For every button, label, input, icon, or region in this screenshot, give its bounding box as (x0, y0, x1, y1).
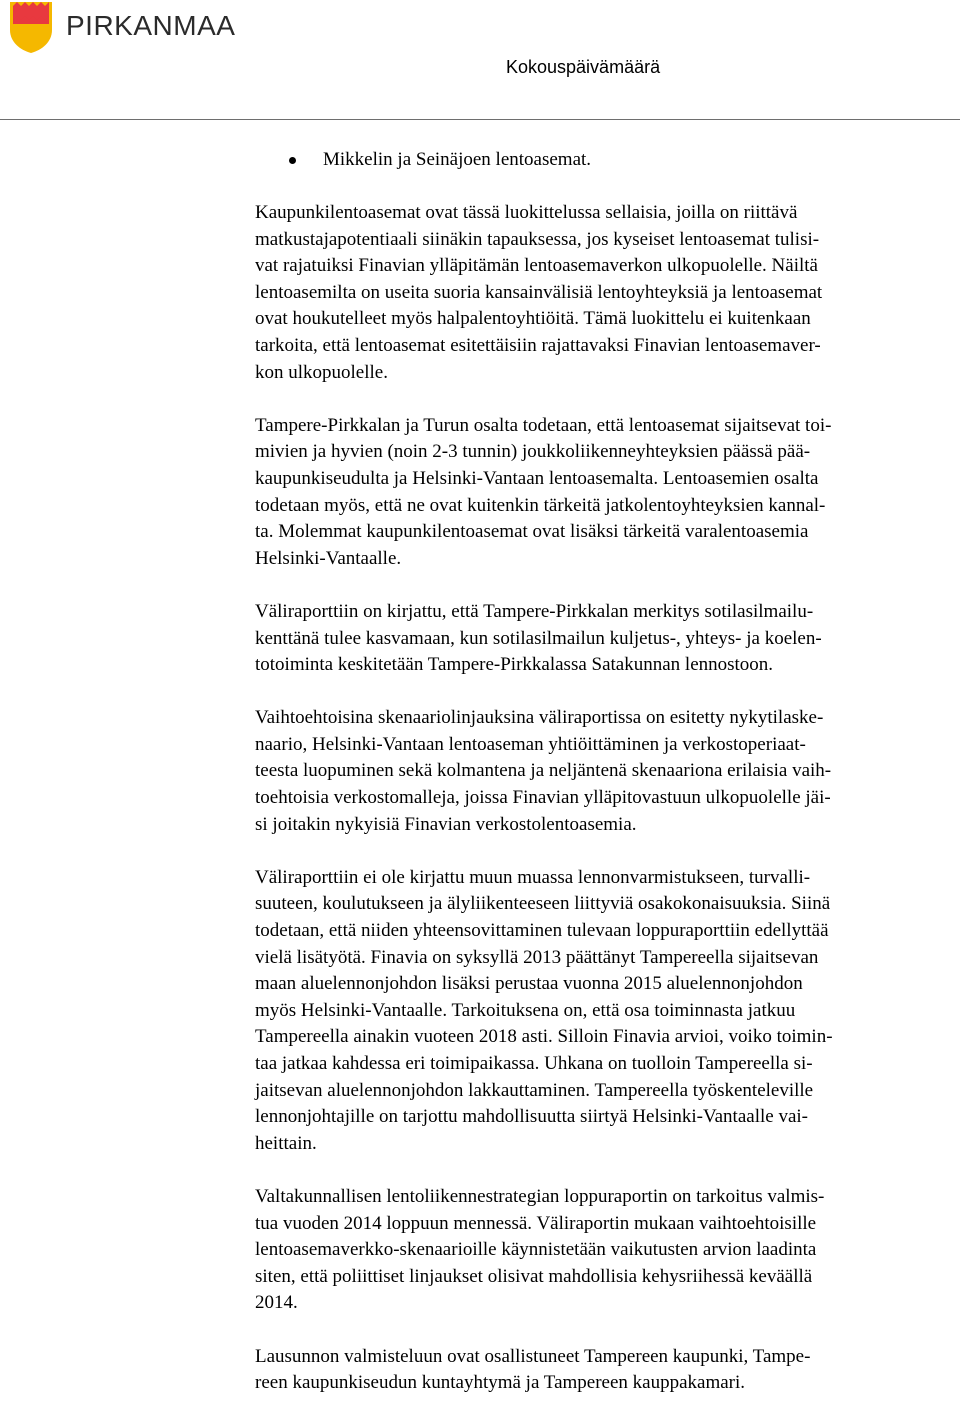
page-header (0, 0, 960, 120)
paragraph-scenarios: Vaihtoehtoisina skenaariolinjauksina väliraportissa on esitetty nykytilaske- naario, Helsinki-Vantaan lentoaseman yhtiöittäminen ja verkostoperiaat- teesta luopuminen sekä kolmantena ja neljäntenä skenaariona erilaisia vaih- toehtoisia verkostomalleja, joissa Finavian ylläpitovastuun ulkopuolelle jäi- si joitakin nykyisiä Finavian verkostolentoasemia. (255, 707, 832, 835)
paragraph-air-navigation: Väliraporttiin ei ole kirjattu muun muassa lennonvarmistukseen, turvalli- suuteen, koulutukseen ja älyliikenteeseen liittyviä osakokonaisuuksia. Siinä todetaan, että niiden yhteensovittaminen tulevaan loppuraporttiin edellyttää vielä lisätyötä. Finavia on syksyllä 2013 päättänyt Tampereella sijaitsevan maan aluelennonjohdon lisäksi perustaa vuonna 2015 aluelennonjohdon myös Helsinki-Vantaalle. Tarkoituksena on, että osa toiminnasta jatkuu Tampereella ainakin vuoteen 2018 asti. Silloin Finavia arvioi, voiko toimin- taa jatkaa kahdessa eri toimipaikassa. Uhkana on tuolloin Tampereella si- jaitsevan aluelennonjohdon lakkauttaminen. Tampereella työskenteleville lennonjohtajille on tarjottu mahdollisuutta siirtyä Helsinki-Vantaalle vai- heittain. (255, 866, 833, 1154)
document-body (255, 146, 955, 1423)
paragraph-tampere-turku: Tampere-Pirkkalan ja Turun osalta todetaan, että lentoasemat sijaitsevat toi- mivien ja hyvien (noin 2-3 tunnin) joukkoliikenneyhteyksien päässä pää- kaupunkiseudulta ja Helsinki-Vantaan lentoasemalta. Lentoasemien osalta todetaan myös, että ne ovat kuitenkin tärkeitä jatkolentoyhteyksien kannal- ta. Molemmat kaupunkilentoasemat ovat lisäksi tärkeitä varalentoasemia Helsinki-Vantaalle. (255, 414, 832, 569)
paragraph-final-report: Valtakunnallisen lentoliikennestrategian loppuraportin on tarkoitus valmis- tua vuoden 2014 loppuun mennessä. Väliraportin mukaan vaihtoehtoisille lentoasemaverkko-skenaarioille käynnistetään vaikutusten arvion laadinta siten, että poliittiset linjaukset olisivat mahdollisia kehysriihessä keväällä 2014. (255, 1185, 825, 1314)
meeting-date-label: Kokouspäivämäärä (506, 57, 661, 77)
paragraph-contributors: Lausunnon valmisteluun ovat osallistuneet Tampereen kaupunki, Tampe- reen kaupunkiseudun kuntayhtymä ja Tampereen kauppakamari. (255, 1345, 811, 1394)
header-divider (0, 119, 960, 120)
paragraph-city-airports: Kaupunkilentoasemat ovat tässä luokittelussa sellaisia, joilla on riittävä matkustajapotentiaali siinäkin tapauksessa, jos kyseiset lentoasemat tulisi- vat rajatuiksi Finavian ylläpitämän lentoasemaverkon ulkopuolelle. Näiltä lentoasemilta on useita suoria kansainvälisiä lentoyhteyksiä ja lentoasemat ovat houkutelleet myös halpalentoyhtiöitä. Tämä luokittelu ei kuitenkaan tarkoita, että lentoasemat esitettäisiin rajattavaksi Finavian lentoasemaver- kon ulkopuolelle. (255, 202, 823, 383)
brand-name: PIRKANMAA (66, 10, 236, 41)
paragraph-military-aviation: Väliraporttiin on kirjattu, että Tampere-Pirkkalan merkitys sotilasilmailu- kenttänä tulee kasvamaan, kun sotilasilmailun kuljetus-, yhteys- ja koelen- totoiminta keskitetään Tampere-Pirkkalassa Satakunnan lennostoon. (255, 600, 822, 676)
bullet-item (255, 146, 955, 174)
pirkanmaa-crest-icon (8, 0, 54, 54)
bullet-text: Mikkelin ja Seinäjoen lentoasemat. (323, 149, 592, 170)
bullet-icon (289, 157, 296, 164)
